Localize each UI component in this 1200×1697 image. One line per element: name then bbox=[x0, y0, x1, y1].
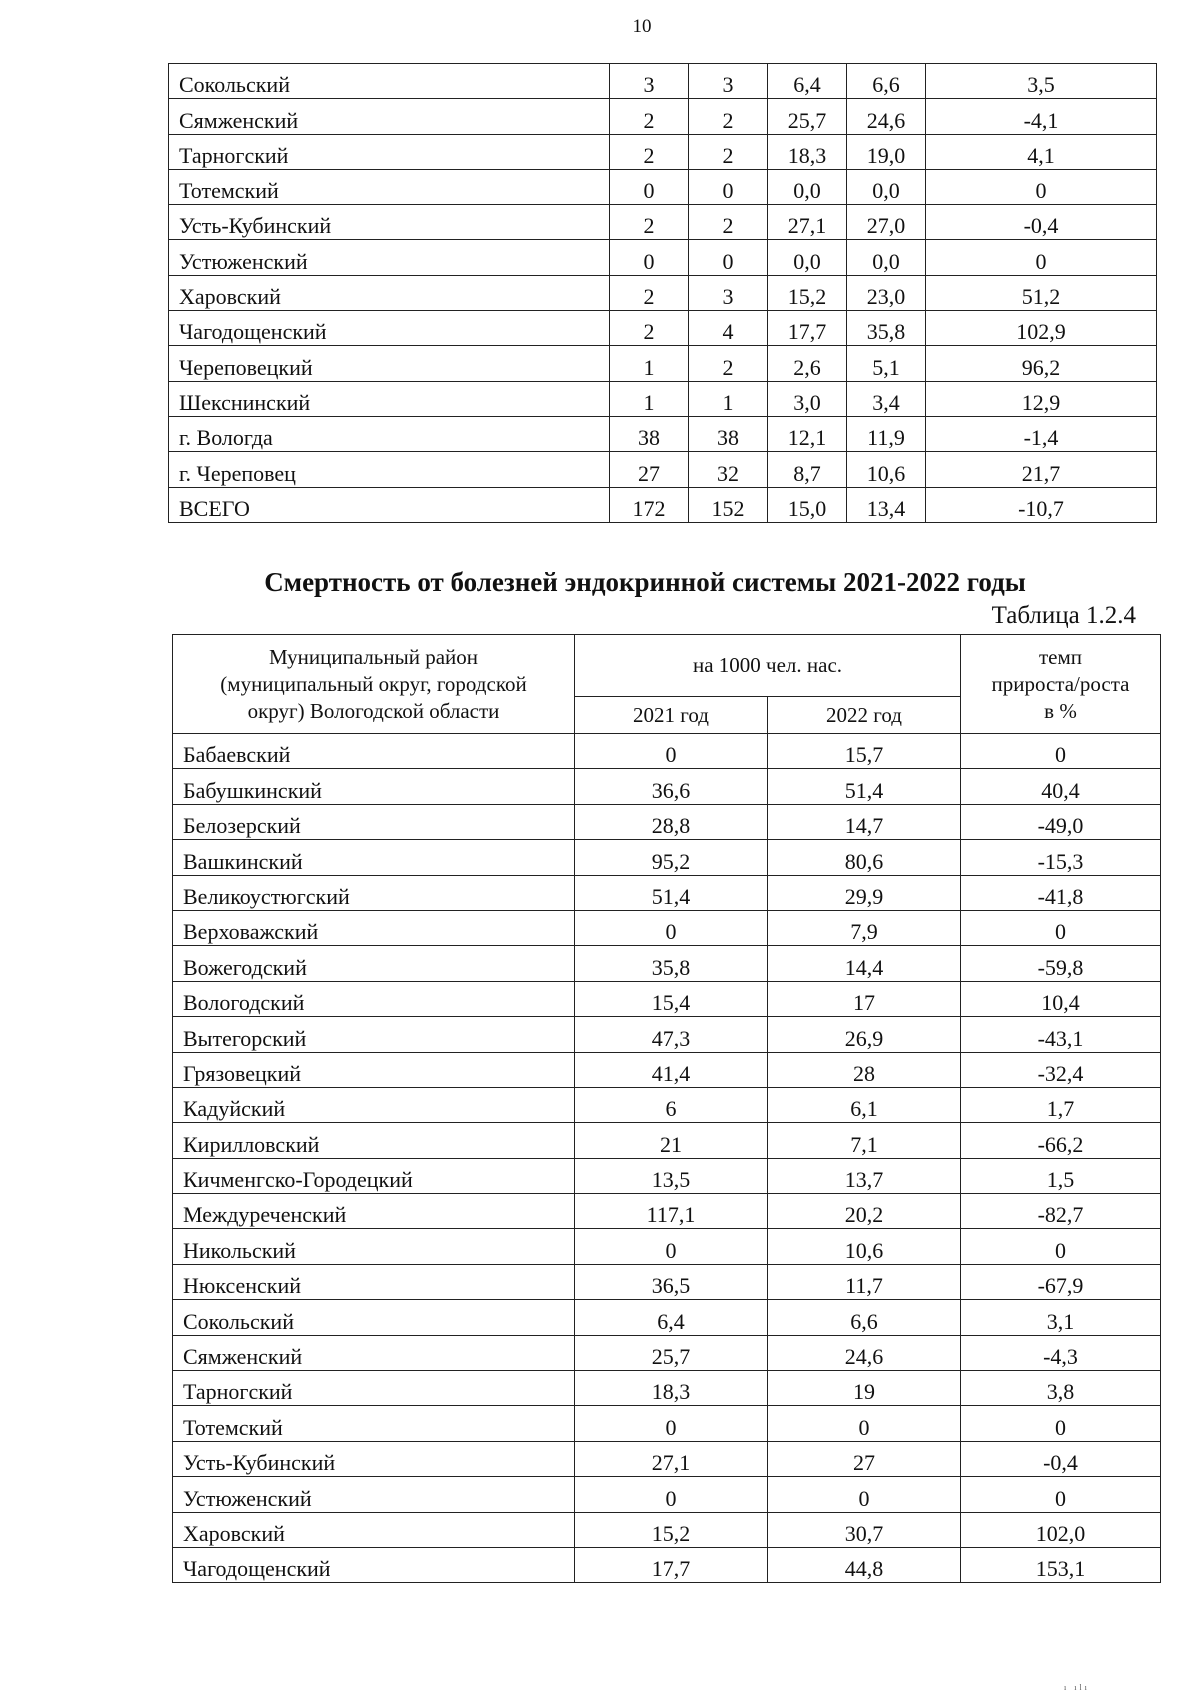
value-cell: -1,4 bbox=[926, 416, 1157, 451]
table-row bbox=[173, 1052, 1161, 1087]
value-2022-cell: 11,7 bbox=[768, 1264, 961, 1299]
value-cell: 15,2 bbox=[768, 275, 847, 310]
value-cell: 0,0 bbox=[847, 240, 926, 275]
value-cell: 11,9 bbox=[847, 416, 926, 451]
value-2022-cell: 10,6 bbox=[768, 1229, 961, 1264]
value-2021-cell: 95,2 bbox=[575, 840, 768, 875]
value-2021-cell: 28,8 bbox=[575, 804, 768, 839]
district-name-cell: Харовский bbox=[169, 275, 610, 310]
header-year-2021: 2021 год bbox=[575, 697, 768, 734]
value-cell: 0,0 bbox=[768, 240, 847, 275]
growth-rate-cell: -59,8 bbox=[961, 946, 1161, 981]
growth-rate-cell: -49,0 bbox=[961, 804, 1161, 839]
value-2022-cell: 51,4 bbox=[768, 769, 961, 804]
header-growth-line1: темп bbox=[1038, 644, 1083, 669]
header-district-line2: (муниципальный округ, городской bbox=[220, 671, 527, 696]
district-name-cell: г. Вологда bbox=[169, 416, 610, 451]
value-2021-cell: 47,3 bbox=[575, 1017, 768, 1052]
endocrine-mortality-table bbox=[172, 634, 1161, 1583]
table-row bbox=[169, 205, 1157, 240]
value-cell: 5,1 bbox=[847, 346, 926, 381]
district-name-cell: Сямженский bbox=[173, 1335, 575, 1370]
value-cell: 3,0 bbox=[768, 381, 847, 416]
value-2022-cell: 29,9 bbox=[768, 875, 961, 910]
value-cell: 2 bbox=[610, 275, 689, 310]
value-2022-cell: 44,8 bbox=[768, 1547, 961, 1582]
value-cell: 13,4 bbox=[847, 487, 926, 522]
growth-rate-cell: 0 bbox=[961, 1406, 1161, 1441]
table-row bbox=[173, 910, 1161, 945]
value-2022-cell: 7,1 bbox=[768, 1123, 961, 1158]
value-cell: 25,7 bbox=[768, 99, 847, 134]
growth-rate-cell: 3,1 bbox=[961, 1300, 1161, 1335]
table-row bbox=[169, 169, 1157, 204]
value-cell: 0,0 bbox=[847, 169, 926, 204]
value-2022-cell: 14,7 bbox=[768, 804, 961, 839]
value-cell: 3,4 bbox=[847, 381, 926, 416]
value-2022-cell: 20,2 bbox=[768, 1194, 961, 1229]
value-cell: 2 bbox=[689, 346, 768, 381]
value-cell: 38 bbox=[689, 416, 768, 451]
district-name-cell: ВСЕГО bbox=[169, 487, 610, 522]
value-2022-cell: 17 bbox=[768, 981, 961, 1016]
table-row bbox=[173, 840, 1161, 875]
table-row bbox=[173, 946, 1161, 981]
value-2022-cell: 80,6 bbox=[768, 840, 961, 875]
district-name-cell: Чагодощенский bbox=[173, 1547, 575, 1582]
table-row bbox=[169, 99, 1157, 134]
top-data-table bbox=[168, 63, 1157, 523]
growth-rate-cell: -15,3 bbox=[961, 840, 1161, 875]
value-cell: 1 bbox=[689, 381, 768, 416]
value-cell: 2 bbox=[610, 134, 689, 169]
district-name-cell: Вытегорский bbox=[173, 1017, 575, 1052]
district-name-cell: г. Череповец bbox=[169, 452, 610, 487]
table-row bbox=[173, 804, 1161, 839]
value-cell: 4,1 bbox=[926, 134, 1157, 169]
value-cell: 2 bbox=[689, 99, 768, 134]
value-2021-cell: 18,3 bbox=[575, 1371, 768, 1406]
table-row bbox=[173, 1547, 1161, 1582]
value-cell: 27,0 bbox=[847, 205, 926, 240]
district-name-cell: Кичменгско-Городецкий bbox=[173, 1158, 575, 1193]
table-row bbox=[173, 1194, 1161, 1229]
value-2022-cell: 24,6 bbox=[768, 1335, 961, 1370]
value-cell: 32 bbox=[689, 452, 768, 487]
growth-rate-cell: 1,5 bbox=[961, 1158, 1161, 1193]
growth-rate-cell: -41,8 bbox=[961, 875, 1161, 910]
value-2021-cell: 6,4 bbox=[575, 1300, 768, 1335]
value-2022-cell: 7,9 bbox=[768, 910, 961, 945]
value-cell: -0,4 bbox=[926, 205, 1157, 240]
table-row bbox=[173, 981, 1161, 1016]
table-row bbox=[169, 64, 1157, 99]
value-2021-cell: 15,2 bbox=[575, 1512, 768, 1547]
value-cell: 18,3 bbox=[768, 134, 847, 169]
value-cell: 3 bbox=[689, 64, 768, 99]
value-2021-cell: 0 bbox=[575, 1229, 768, 1264]
value-cell: 6,6 bbox=[847, 64, 926, 99]
district-name-cell: Тарногский bbox=[173, 1371, 575, 1406]
district-name-cell: Верховажский bbox=[173, 910, 575, 945]
table-header bbox=[173, 635, 1161, 734]
value-2021-cell: 117,1 bbox=[575, 1194, 768, 1229]
table-row bbox=[173, 1229, 1161, 1264]
value-2021-cell: 13,5 bbox=[575, 1158, 768, 1193]
growth-rate-cell: -0,4 bbox=[961, 1441, 1161, 1476]
district-name-cell: Усть-Кубинский bbox=[169, 205, 610, 240]
value-2021-cell: 25,7 bbox=[575, 1335, 768, 1370]
table-row bbox=[169, 275, 1157, 310]
district-name-cell: Кадуйский bbox=[173, 1087, 575, 1122]
header-growth-line3: в % bbox=[1044, 698, 1077, 723]
table-row bbox=[173, 1087, 1161, 1122]
value-2022-cell: 6,1 bbox=[768, 1087, 961, 1122]
value-cell: 1 bbox=[610, 346, 689, 381]
header-district-line1: Муниципальный район bbox=[268, 644, 479, 669]
value-cell: 3 bbox=[610, 64, 689, 99]
value-2022-cell: 15,7 bbox=[768, 734, 961, 769]
value-cell: 0 bbox=[610, 169, 689, 204]
value-2021-cell: 6 bbox=[575, 1087, 768, 1122]
district-name-cell: Тарногский bbox=[169, 134, 610, 169]
value-cell: 102,9 bbox=[926, 311, 1157, 346]
growth-rate-cell: -82,7 bbox=[961, 1194, 1161, 1229]
value-cell: 8,7 bbox=[768, 452, 847, 487]
growth-rate-cell: -32,4 bbox=[961, 1052, 1161, 1087]
value-cell: 2 bbox=[610, 311, 689, 346]
value-cell: 51,2 bbox=[926, 275, 1157, 310]
district-name-cell: Сямженский bbox=[169, 99, 610, 134]
district-name-cell: Чагодощенский bbox=[169, 311, 610, 346]
district-name-cell: Тотемский bbox=[173, 1406, 575, 1441]
value-cell: 35,8 bbox=[847, 311, 926, 346]
value-cell: 27 bbox=[610, 452, 689, 487]
table-row bbox=[173, 1477, 1161, 1512]
table-row bbox=[169, 487, 1157, 522]
value-2021-cell: 0 bbox=[575, 910, 768, 945]
value-2022-cell: 6,6 bbox=[768, 1300, 961, 1335]
growth-rate-cell: 102,0 bbox=[961, 1512, 1161, 1547]
value-2022-cell: 0 bbox=[768, 1477, 961, 1512]
district-name-cell: Нюксенский bbox=[173, 1264, 575, 1299]
value-cell: 17,7 bbox=[768, 311, 847, 346]
value-cell: 15,0 bbox=[768, 487, 847, 522]
value-cell: 0 bbox=[689, 169, 768, 204]
value-cell: 96,2 bbox=[926, 346, 1157, 381]
value-2021-cell: 0 bbox=[575, 1477, 768, 1512]
table-row bbox=[169, 311, 1157, 346]
growth-rate-cell: 3,8 bbox=[961, 1371, 1161, 1406]
value-2022-cell: 26,9 bbox=[768, 1017, 961, 1052]
district-name-cell: Белозерский bbox=[173, 804, 575, 839]
district-name-cell: Вашкинский bbox=[173, 840, 575, 875]
value-cell: -4,1 bbox=[926, 99, 1157, 134]
value-cell: 12,1 bbox=[768, 416, 847, 451]
growth-rate-cell: 10,4 bbox=[961, 981, 1161, 1016]
district-name-cell: Кирилловский bbox=[173, 1123, 575, 1158]
value-2021-cell: 36,5 bbox=[575, 1264, 768, 1299]
value-2021-cell: 35,8 bbox=[575, 946, 768, 981]
page-number: 10 bbox=[632, 16, 652, 37]
table-row bbox=[169, 134, 1157, 169]
district-name-cell: Шекснинский bbox=[169, 381, 610, 416]
header-growth-rate bbox=[961, 635, 1161, 734]
value-cell: 4 bbox=[689, 311, 768, 346]
value-cell: 23,0 bbox=[847, 275, 926, 310]
value-cell: 2,6 bbox=[768, 346, 847, 381]
header-year-2022: 2022 год bbox=[768, 697, 961, 734]
value-2022-cell: 30,7 bbox=[768, 1512, 961, 1547]
table-row bbox=[173, 1158, 1161, 1193]
growth-rate-cell: 0 bbox=[961, 910, 1161, 945]
value-cell: 2 bbox=[610, 99, 689, 134]
table-row bbox=[173, 1406, 1161, 1441]
value-cell: 1 bbox=[610, 381, 689, 416]
growth-rate-cell: 40,4 bbox=[961, 769, 1161, 804]
growth-rate-cell: 0 bbox=[961, 734, 1161, 769]
district-name-cell: Устюженский bbox=[173, 1477, 575, 1512]
value-cell: 0 bbox=[610, 240, 689, 275]
value-2022-cell: 14,4 bbox=[768, 946, 961, 981]
district-name-cell: Вожегодский bbox=[173, 946, 575, 981]
district-name-cell: Харовский bbox=[173, 1512, 575, 1547]
growth-rate-cell: 1,7 bbox=[961, 1087, 1161, 1122]
value-cell: 10,6 bbox=[847, 452, 926, 487]
main-table-body bbox=[173, 734, 1161, 1583]
district-name-cell: Грязовецкий bbox=[173, 1052, 575, 1087]
value-cell: 0 bbox=[689, 240, 768, 275]
value-2022-cell: 28 bbox=[768, 1052, 961, 1087]
value-2021-cell: 51,4 bbox=[575, 875, 768, 910]
value-cell: 19,0 bbox=[847, 134, 926, 169]
value-2021-cell: 41,4 bbox=[575, 1052, 768, 1087]
district-name-cell: Междуреченский bbox=[173, 1194, 575, 1229]
value-2021-cell: 15,4 bbox=[575, 981, 768, 1016]
table-row bbox=[173, 1300, 1161, 1335]
district-name-cell: Великоустюгский bbox=[173, 875, 575, 910]
value-cell: 24,6 bbox=[847, 99, 926, 134]
table-row bbox=[169, 452, 1157, 487]
table-row bbox=[173, 1017, 1161, 1052]
value-cell: 0,0 bbox=[768, 169, 847, 204]
table-row bbox=[169, 240, 1157, 275]
table-row bbox=[169, 346, 1157, 381]
value-cell: 0 bbox=[926, 169, 1157, 204]
value-cell: 2 bbox=[689, 205, 768, 240]
table-row bbox=[173, 1123, 1161, 1158]
growth-rate-cell: -43,1 bbox=[961, 1017, 1161, 1052]
value-cell: 172 bbox=[610, 487, 689, 522]
district-name-cell: Устюженский bbox=[169, 240, 610, 275]
value-2021-cell: 0 bbox=[575, 734, 768, 769]
table-row bbox=[173, 1264, 1161, 1299]
value-2021-cell: 17,7 bbox=[575, 1547, 768, 1582]
value-cell: 0 bbox=[926, 240, 1157, 275]
value-2021-cell: 0 bbox=[575, 1406, 768, 1441]
value-cell: 152 bbox=[689, 487, 768, 522]
value-cell: 12,9 bbox=[926, 381, 1157, 416]
table-row bbox=[173, 769, 1161, 804]
value-2021-cell: 36,6 bbox=[575, 769, 768, 804]
district-name-cell: Усть-Кубинский bbox=[173, 1441, 575, 1476]
value-cell: -10,7 bbox=[926, 487, 1157, 522]
value-cell: 6,4 bbox=[768, 64, 847, 99]
value-2021-cell: 27,1 bbox=[575, 1441, 768, 1476]
value-cell: 3 bbox=[689, 275, 768, 310]
header-per-1000: на 1000 чел. нас. bbox=[575, 635, 961, 697]
district-name-cell: Сокольский bbox=[169, 64, 610, 99]
growth-rate-cell: 153,1 bbox=[961, 1547, 1161, 1582]
value-2022-cell: 27 bbox=[768, 1441, 961, 1476]
value-cell: 38 bbox=[610, 416, 689, 451]
value-2022-cell: 19 bbox=[768, 1371, 961, 1406]
top-table-body bbox=[169, 64, 1157, 523]
value-cell: 3,5 bbox=[926, 64, 1157, 99]
table-row bbox=[169, 416, 1157, 451]
growth-rate-cell: -66,2 bbox=[961, 1123, 1161, 1158]
table-row bbox=[173, 1512, 1161, 1547]
table-row bbox=[173, 875, 1161, 910]
value-2022-cell: 13,7 bbox=[768, 1158, 961, 1193]
table-row bbox=[169, 381, 1157, 416]
district-name-cell: Бабушкинский bbox=[173, 769, 575, 804]
header-district-line3: округ) Вологодской области bbox=[247, 698, 500, 723]
header-district bbox=[173, 635, 575, 734]
table-number: Таблица 1.2.4 bbox=[991, 602, 1136, 629]
header-growth-line2: прироста/роста bbox=[991, 671, 1130, 696]
growth-rate-cell: 0 bbox=[961, 1477, 1161, 1512]
district-name-cell: Сокольский bbox=[173, 1300, 575, 1335]
district-name-cell: Тотемский bbox=[169, 169, 610, 204]
value-cell: 2 bbox=[610, 205, 689, 240]
district-name-cell: Вологодский bbox=[173, 981, 575, 1016]
value-2021-cell: 21 bbox=[575, 1123, 768, 1158]
table-row bbox=[173, 1371, 1161, 1406]
section-title: Смертность от болезней эндокринной системы 2021-2022 годы bbox=[264, 567, 1026, 597]
district-name-cell: Бабаевский bbox=[173, 734, 575, 769]
value-cell: 2 bbox=[689, 134, 768, 169]
growth-rate-cell: 0 bbox=[961, 1229, 1161, 1264]
district-name-cell: Никольский bbox=[173, 1229, 575, 1264]
table-row bbox=[173, 1441, 1161, 1476]
district-name-cell: Череповецкий bbox=[169, 346, 610, 381]
value-cell: 21,7 bbox=[926, 452, 1157, 487]
table-row bbox=[173, 1335, 1161, 1370]
table-row bbox=[173, 734, 1161, 769]
growth-rate-cell: -67,9 bbox=[961, 1264, 1161, 1299]
growth-rate-cell: -4,3 bbox=[961, 1335, 1161, 1370]
scan-mark: ı ılı bbox=[1064, 1683, 1090, 1692]
value-cell: 27,1 bbox=[768, 205, 847, 240]
value-2022-cell: 0 bbox=[768, 1406, 961, 1441]
